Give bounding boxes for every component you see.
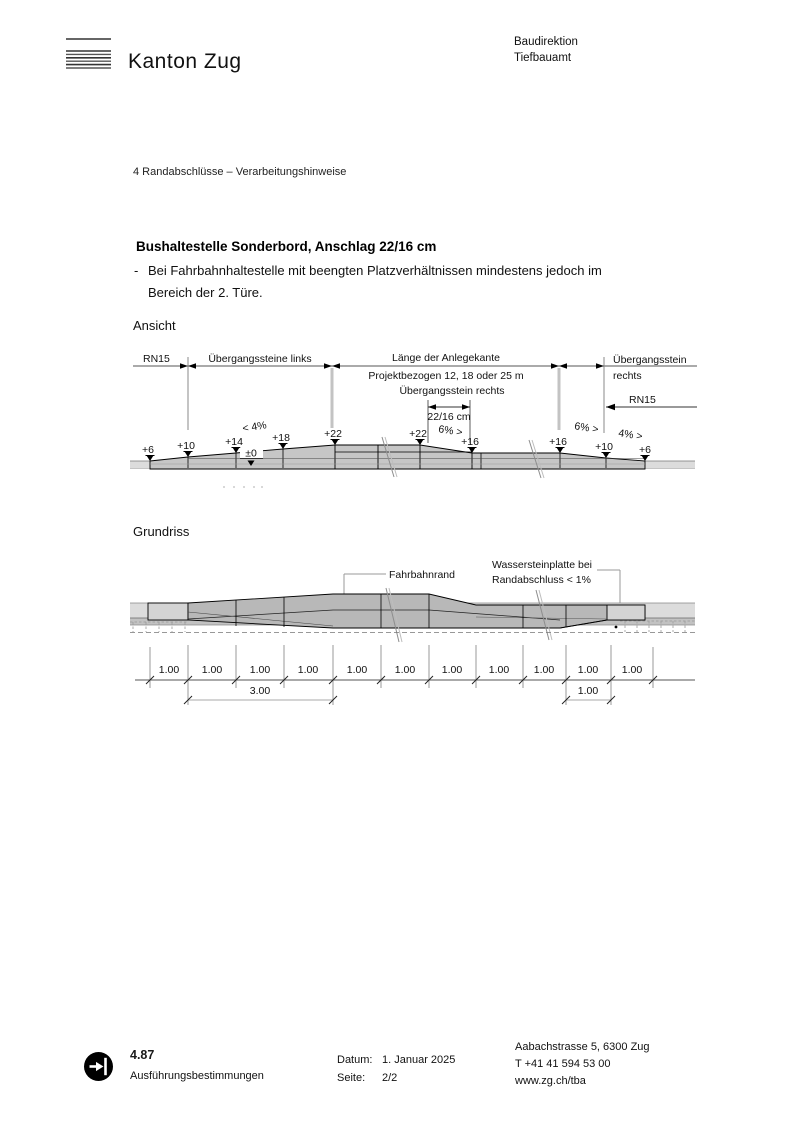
elev-label-5: +22 [409, 428, 427, 440]
arrow-enter-icon [83, 1051, 114, 1082]
dim-0: 1.00 [158, 664, 180, 676]
dim-2: 1.00 [249, 664, 271, 676]
page-label: Seite: [337, 1072, 366, 1084]
date-value: 1. Januar 2025 [382, 1054, 456, 1066]
kanton-zug-stripes-icon [65, 36, 113, 76]
elev-label-0: +6 [142, 444, 154, 456]
breadcrumb: 4 Randabschlüsse – Verarbeitungshinweise [133, 166, 347, 178]
org-line-baudirektion: Baudirektion [514, 36, 578, 48]
dim-6: 1.00 [441, 664, 463, 676]
label-rn15-right: RN15 [629, 394, 656, 406]
footer-address: Aabachstrasse 5, 6300 Zug [515, 1041, 650, 1053]
footer-contact-block [515, 1039, 650, 1090]
elev-label-6: +16 [461, 436, 479, 448]
date-row [337, 1051, 455, 1069]
grundriss-drawing [125, 552, 700, 710]
plan-dimension-chain [135, 645, 695, 705]
footer-logo [83, 1051, 114, 1087]
footer-meta-block [337, 1051, 455, 1087]
dim-5: 1.00 [394, 664, 416, 676]
bullet-text-line1: Bei Fahrbahnhaltestelle mit beengten Platzverhältnissen mindestens jedoch im [147, 263, 602, 278]
label-projektbezogen: Projektbezogen 12, 18 oder 25 m [368, 370, 524, 382]
doc-type: Ausführungsbestimmungen [130, 1070, 264, 1082]
dim-right: 1.00 [577, 685, 599, 697]
dim-9: 1.00 [577, 664, 599, 676]
org-block [514, 34, 578, 66]
footer-web[interactable]: www.zg.ch/tba [515, 1075, 586, 1087]
bullet-item [134, 260, 674, 304]
label-uebergangsstein-rechts-1: Übergangsstein [613, 354, 687, 366]
elev-label-7: +16 [549, 436, 567, 448]
zero-label: ±0 [245, 447, 257, 460]
elev-label-1: +10 [177, 440, 195, 452]
elev-label-9: +6 [639, 444, 651, 456]
org-line-tiefbauamt: Tiefbauamt [514, 52, 572, 64]
plan-band [130, 588, 695, 642]
dim-7: 1.00 [488, 664, 510, 676]
bullet-text-line2: Bereich der 2. Türe. [148, 285, 263, 300]
date-label: Datum: [337, 1054, 373, 1066]
faint-dots [223, 486, 263, 488]
elev-label-8: +10 [595, 441, 613, 453]
slope-label-0: < 4% [241, 419, 268, 435]
kanton-zug-logo [65, 36, 113, 81]
label-uebergangsstein-rechts-mid: Übergangsstein rechts [399, 385, 505, 397]
label-22-16-cm: 22/16 cm [427, 411, 471, 423]
slope-label-3: 4% > [617, 427, 644, 443]
slope-label-2: 6% > [573, 420, 600, 436]
elev-label-2: +14 [225, 436, 243, 448]
label-fahrbahnrand: Fahrbahnrand [389, 569, 455, 581]
dim-1: 1.00 [201, 664, 223, 676]
dim-total: 3.00 [249, 685, 271, 697]
label-wasserstein-1: Wassersteinplatte bei [492, 559, 592, 571]
elev-label-4: +22 [324, 428, 342, 440]
slope-label-1: 6% > [437, 423, 464, 439]
page-value: 2/2 [382, 1072, 398, 1084]
label-uebergangssteine-links: Übergangssteine links [208, 353, 312, 365]
footer-phone: T +41 41 594 53 00 [515, 1058, 611, 1070]
label-rn15-left: RN15 [143, 353, 170, 365]
footer-doc-block [130, 1048, 264, 1085]
section-label-ansicht: Ansicht [133, 318, 176, 333]
page-title: Bushaltestelle Sonderbord, Anschlag 22/16 cm [136, 239, 437, 254]
label-uebergangsstein-rechts-2: rechts [613, 370, 642, 382]
ansicht-drawing [125, 345, 700, 500]
section-label-grundriss: Grundriss [133, 524, 190, 539]
page-row [337, 1069, 455, 1087]
canton-title: Kanton Zug [128, 50, 242, 73]
bullet-dash: - [134, 263, 139, 278]
dim-10: 1.00 [621, 664, 643, 676]
label-wasserstein-2: Randabschluss < 1% [492, 574, 591, 586]
dim-3: 1.00 [297, 664, 319, 676]
dim-4: 1.00 [346, 664, 368, 676]
doc-number: 4.87 [130, 1048, 155, 1062]
label-anlegekante: Länge der Anlegekante [391, 352, 501, 364]
dim-8: 1.00 [533, 664, 555, 676]
elev-label-3: +18 [272, 432, 290, 444]
